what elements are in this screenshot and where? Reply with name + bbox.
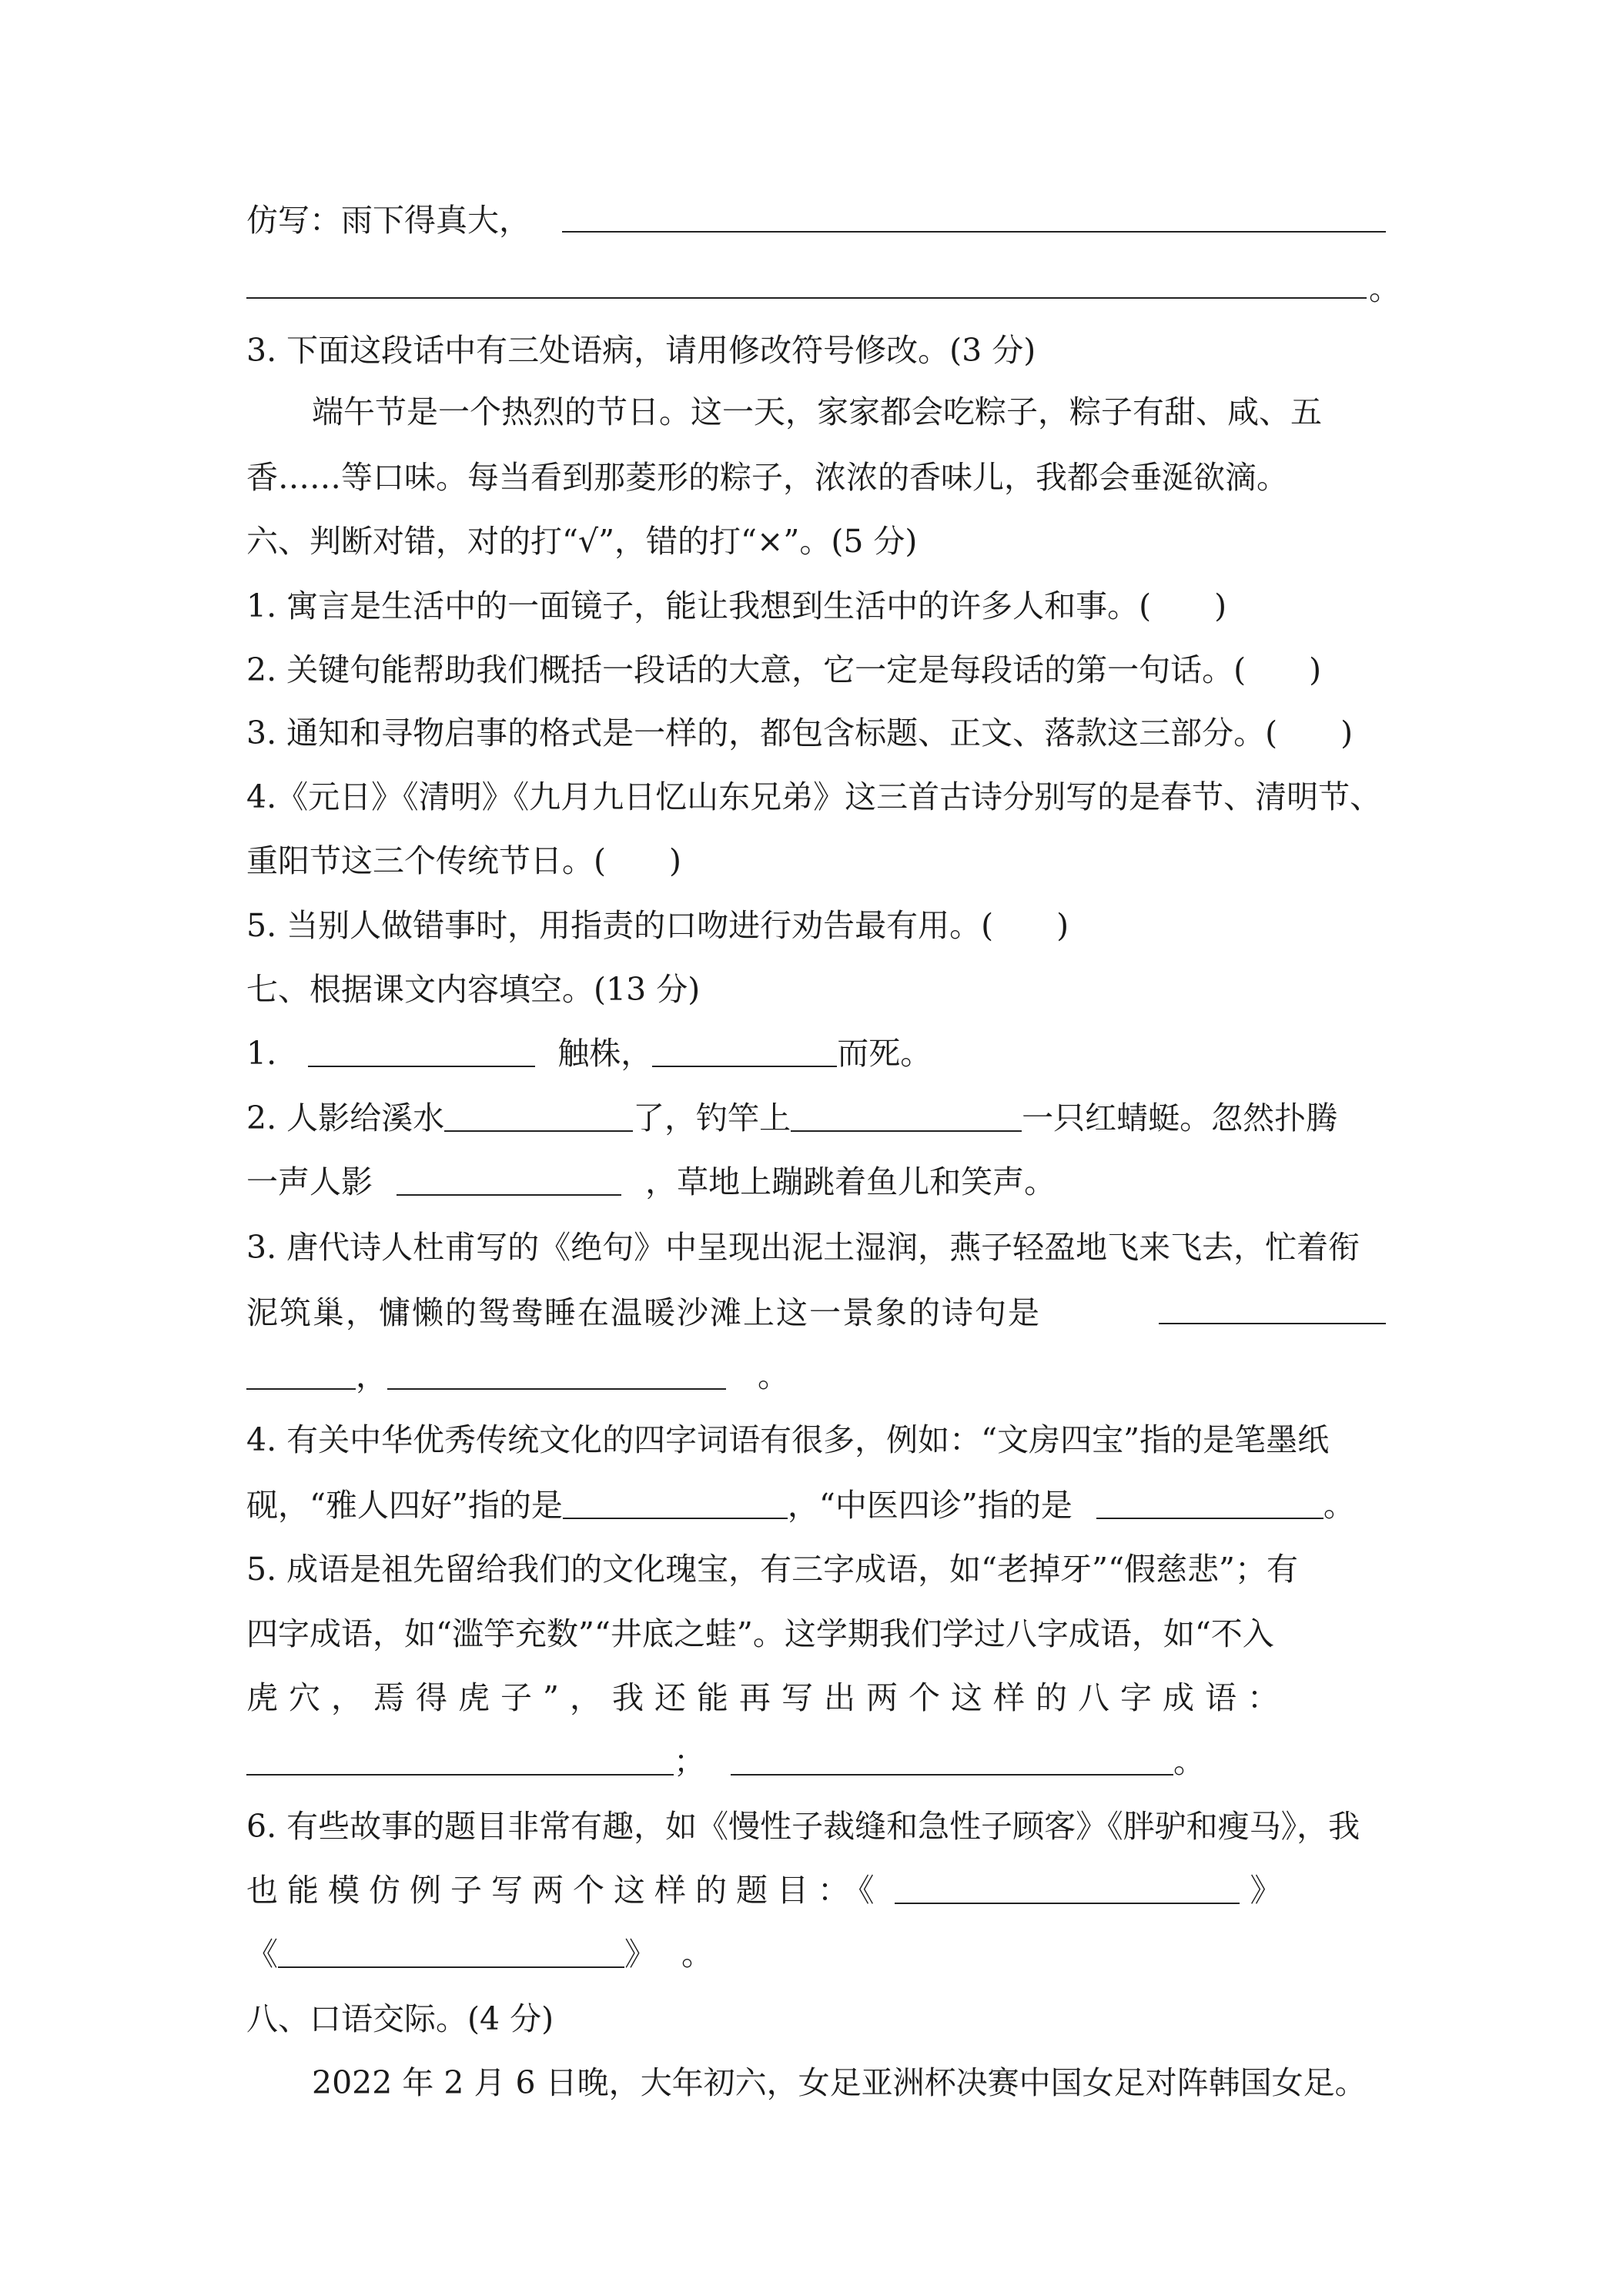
judge-item-2[interactable]: 2. 关键句能帮助我们概括一段话的大意，它一定是每段话的第一句话。( ) xyxy=(246,651,1322,688)
fill-q3-blank-1b[interactable] xyxy=(246,1357,356,1390)
fill-q3-blank-2[interactable] xyxy=(387,1357,726,1390)
imitation-prompt: 仿写：雨下得真大， xyxy=(246,202,530,239)
fill-q6-cont: 也能模仿例子写两个这样的题目：《 》 xyxy=(246,1872,1291,1909)
fill-q5-blank-1[interactable] xyxy=(246,1743,674,1776)
judge-item-5[interactable]: 5. 当别人做错事时，用指责的口吻进行劝告最有用。( ) xyxy=(246,907,1069,944)
fill-q3: 3. 唐代诗人杜甫写的《绝句》中呈现出泥土湿润，燕子轻盈地飞来飞去，忙着衔 xyxy=(246,1229,1360,1266)
section-8-paragraph: 2022 年 2 月 6 日晚，大年初六，女足亚洲杯决赛中国女足对阵韩国女足。 xyxy=(312,2064,1367,2101)
judge-item-4[interactable]: 4.《元日》《清明》《九月九日忆山东兄弟》这三首古诗分别写的是春节、清明节、 xyxy=(246,778,1382,815)
imitation-end-mark: 。 xyxy=(1369,270,1400,307)
fill-q4-blank-2[interactable] xyxy=(1096,1487,1323,1519)
fill-q4-blank-1[interactable] xyxy=(563,1487,788,1519)
fill-q5-cont: 四字成语，如“滥竽充数”“井底之蛙”。这学期我们学过八字成语，如“不入 xyxy=(246,1615,1274,1652)
paragraph-line-1: 端午节是一个热烈的节日。这一天，家家都会吃粽子，粽子有甜、咸、五 xyxy=(312,393,1322,430)
judge-item-3[interactable]: 3. 通知和寻物启事的格式是一样的，都包含标题、正文、落款这三部分。( ) xyxy=(246,715,1354,751)
fill-q6: 6. 有些故事的题目非常有趣，如《慢性子裁缝和急性子顾客》《胖驴和瘦马》，我 xyxy=(246,1808,1360,1845)
fill-q5-line3: 虎穴，焉得虎子”，我还能再写出两个这样的八字成语： xyxy=(246,1679,1290,1716)
fill-q3-blank-1a[interactable] xyxy=(1159,1323,1386,1324)
fill-q1-blank-1[interactable] xyxy=(308,1035,535,1067)
fill-q1: 1. 触株， 而死。 xyxy=(246,1035,932,1072)
imitation-answer-blank-2[interactable] xyxy=(246,297,1367,299)
fill-q1-blank-2[interactable] xyxy=(652,1035,837,1067)
fill-q5-blank-2[interactable] xyxy=(731,1743,1173,1776)
fill-q2: 2. 人影给溪水 了，钓竿上 一只红蜻蜓。忽然扑腾 xyxy=(246,1099,1338,1136)
fill-q6-blank-2[interactable] xyxy=(278,1936,624,1968)
fill-q4: 4. 有关中华优秀传统文化的四字词语有很多，例如：“文房四宝”指的是笔墨纸 xyxy=(246,1421,1330,1458)
section-8-title: 八、口语交际。(4 分) xyxy=(246,2000,554,2037)
paragraph-line-2: 香……等口味。每当看到那菱形的粽子，浓浓的香味儿，我都会垂涎欲滴。 xyxy=(246,459,1288,496)
judge-item-4-cont[interactable]: 重阳节这三个传统节日。( ) xyxy=(246,842,681,879)
section-7-title: 七、根据课文内容填空。(13 分) xyxy=(246,971,701,1008)
fill-q5-line4: ； 。 xyxy=(246,1739,1205,1785)
imitation-answer-blank-1[interactable] xyxy=(562,231,1386,233)
question-3-title: 3. 下面这段话中有三处语病，请用修改符号修改。(3 分) xyxy=(246,332,1036,369)
fill-q3-line3: ， 。 xyxy=(246,1353,789,1399)
fill-q2-cont: 一声人影 ，草地上蹦跳着鱼儿和笑声。 xyxy=(246,1163,1056,1200)
fill-q4-cont: 砚，“雅人四好”指的是 ，“中医四诊”指的是 。 xyxy=(246,1487,1355,1524)
fill-q2-blank-1[interactable] xyxy=(444,1099,633,1132)
fill-q5: 5. 成语是祖先留给我们的文化瑰宝，有三字成语，如“老掉牙”“假慈悲”；有 xyxy=(246,1551,1298,1588)
fill-q2-blank-2[interactable] xyxy=(791,1099,1022,1132)
fill-q3-cont: 泥筑巢，慵懒的鸳鸯睡在温暖沙滩上这一景象的诗句是 xyxy=(246,1294,1041,1331)
fill-q2-blank-3[interactable] xyxy=(397,1163,621,1196)
fill-q6-line3: 《 》 。 xyxy=(246,1936,714,1973)
section-6-title: 六、判断对错，对的打“√”，错的打“×”。(5 分) xyxy=(246,523,918,560)
fill-q6-blank-1[interactable] xyxy=(895,1872,1240,1904)
imitation-writing-line xyxy=(246,197,530,243)
judge-item-1[interactable]: 1. 寓言是生活中的一面镜子，能让我想到生活中的许多人和事。( ) xyxy=(246,587,1227,624)
